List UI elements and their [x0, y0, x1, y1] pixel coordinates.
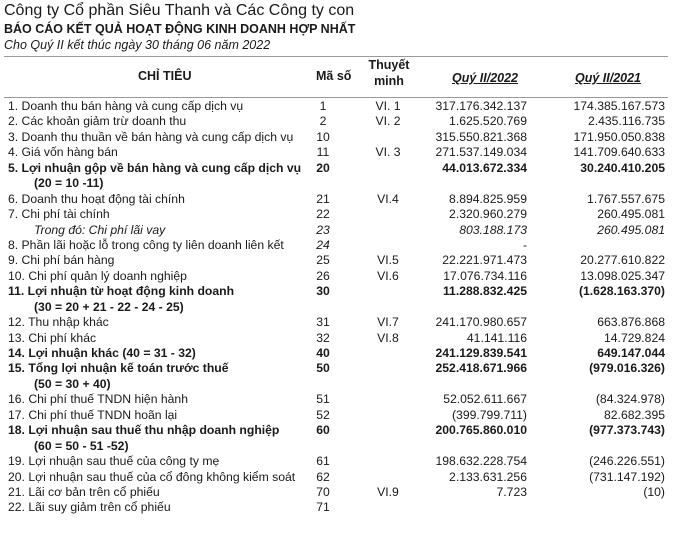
- report-period: Cho Quý II kết thúc ngày 30 tháng 06 năm 2022: [4, 38, 271, 52]
- row-label: 4. Giá vốn hàng bán: [8, 145, 118, 160]
- row-v21: 174.385.167.573: [573, 99, 665, 113]
- table-row: [0, 470, 680, 485]
- row-code: 25: [316, 253, 330, 268]
- row-v21: 82.682.395: [604, 407, 665, 422]
- row-v21: (84.324.978): [595, 392, 665, 407]
- table-row: [0, 439, 680, 454]
- row-v22: 7.723: [496, 484, 527, 499]
- row-v21: 13.098.025.347: [580, 268, 665, 283]
- header-note: [363, 57, 415, 89]
- row-label: 6. Doanh thu hoạt động tài chính: [8, 191, 185, 206]
- row-label: 10. Chi phí quản lý doanh nghiệp: [8, 268, 187, 283]
- table-row: [0, 377, 680, 392]
- row-label: 2. Các khoản giảm trừ doanh thu: [8, 114, 187, 129]
- row-code: 30: [316, 284, 330, 299]
- table-row: [0, 423, 680, 438]
- row-label: Trong đó: Chi phí lãi vay: [34, 222, 166, 237]
- row-label: 20. Lợi nhuận sau thuế của cổ đông không kiểm soát: [8, 469, 296, 484]
- table-row: [0, 315, 680, 330]
- row-v21: 260.495.081: [597, 207, 665, 222]
- table-row: [0, 300, 680, 315]
- table-row: [0, 408, 680, 423]
- table-row: [0, 485, 680, 500]
- table-row: [0, 99, 680, 114]
- row-v21: 20.277.610.822: [580, 253, 665, 268]
- row-label: 5. Lợi nhuận gộp về bán hàng và cung cấp dịch vụ: [8, 160, 302, 175]
- row-v22: 241.170.980.657: [435, 315, 527, 330]
- row-note: VI.8: [377, 330, 399, 345]
- row-code: 2: [319, 114, 327, 129]
- row-note: VI. 1: [375, 99, 401, 113]
- row-v22: 41.141.116: [466, 330, 527, 345]
- header-code: Mã số: [316, 69, 352, 83]
- header-bottom-divider: [4, 97, 668, 98]
- row-code: 52: [316, 407, 330, 422]
- row-label: (60 = 50 - 51 -52): [34, 438, 129, 453]
- table-row: [0, 207, 680, 222]
- row-v21: 2.435.116.735: [587, 114, 665, 129]
- row-label: 21. Lãi cơ bản trên cổ phiếu: [8, 484, 160, 499]
- row-label: (20 = 10 -11): [34, 176, 104, 191]
- row-v22: 317.176.342.137: [435, 99, 527, 113]
- row-label: 14. Lợi nhuận khác (40 = 31 - 32): [8, 346, 196, 360]
- row-v21: (979.016.326): [589, 361, 665, 376]
- table-body: [0, 99, 680, 516]
- row-v21: 663.876.868: [597, 315, 665, 330]
- company-name: Công ty Cổ phần Siêu Thanh và Các Công ty con: [4, 2, 355, 19]
- row-note: VI.9: [377, 484, 399, 499]
- row-label: 8. Phần lãi hoặc lỗ trong công ty liên doanh liên kết: [8, 237, 284, 252]
- row-code: 40: [316, 346, 330, 360]
- row-v21: 30.240.410.205: [580, 160, 665, 175]
- row-v21: 649.147.044: [597, 346, 665, 360]
- table-row: [0, 238, 680, 253]
- table-row: [0, 269, 680, 284]
- row-v22: 241.129.839.541: [435, 346, 527, 360]
- row-v21: (10): [643, 484, 665, 499]
- row-v21: (977.373.743): [589, 423, 665, 438]
- row-code: 10: [316, 129, 330, 144]
- row-code: 62: [316, 469, 330, 484]
- row-v21: 141.709.640.633: [573, 145, 665, 160]
- row-label: 15. Tổng lợi nhuận kế toán trước thuế: [8, 361, 229, 376]
- row-v21: 171.950.050.838: [573, 129, 665, 144]
- row-label: 12. Thu nhập khác: [8, 315, 109, 330]
- row-note: VI.6: [377, 268, 399, 283]
- row-code: 61: [316, 454, 330, 469]
- row-v22: 52.052.611.667: [443, 392, 527, 407]
- row-code: 50: [316, 361, 330, 376]
- row-v22: 198.632.228.754: [435, 454, 527, 469]
- row-label: 7. Chi phí tài chính: [8, 207, 110, 222]
- table-row: [0, 361, 680, 376]
- row-v22: 17.076.734.116: [443, 268, 527, 283]
- row-v21: 1.767.557.675: [587, 191, 665, 206]
- row-v22: 2.133.631.256: [449, 469, 527, 484]
- row-label: 17. Chi phí thuế TNDN hoãn lại: [8, 407, 178, 422]
- row-label: (50 = 30 + 40): [34, 376, 111, 391]
- report-title: BÁO CÁO KẾT QUẢ HOẠT ĐỘNG KINH DOANH HỢP NHẤT: [4, 22, 356, 36]
- row-v22: -: [522, 237, 527, 252]
- row-code: 23: [316, 222, 330, 237]
- header-item: CHỈ TIÊU: [138, 69, 192, 83]
- row-v22: 1.625.520.769: [449, 114, 527, 129]
- row-v21: 14.729.824: [604, 330, 665, 345]
- row-label: 16. Chi phí thuế TNDN hiện hành: [8, 392, 188, 407]
- row-code: 1: [319, 99, 327, 113]
- row-code: 21: [316, 191, 330, 206]
- header-note-line1: Thuyết: [368, 58, 410, 72]
- row-code: 31: [316, 315, 330, 330]
- table-row: [0, 223, 680, 238]
- table-header: [0, 57, 680, 98]
- row-v21: (246.226.551): [589, 454, 665, 469]
- row-label: 1. Doanh thu bán hàng và cung cấp dịch vụ: [8, 99, 244, 113]
- row-code: 24: [316, 237, 330, 252]
- table-row: [0, 192, 680, 207]
- row-label: (30 = 20 + 21 - 22 - 24 - 25): [34, 299, 184, 314]
- row-v22: (399.799.711): [452, 407, 527, 422]
- row-label: 22. Lãi suy giảm trên cổ phiếu: [8, 500, 171, 515]
- row-v22: 22.221.971.473: [442, 253, 527, 268]
- row-code: 20: [316, 160, 330, 175]
- row-note: VI.7: [377, 315, 399, 330]
- table-row: [0, 161, 680, 176]
- row-v22: 200.765.860.010: [435, 423, 527, 438]
- table-row: [0, 392, 680, 407]
- row-code: 60: [316, 423, 330, 438]
- row-label: 19. Lợi nhuận sau thuế của công ty mẹ: [8, 454, 220, 469]
- header-q2-2022: Quý II/2022: [452, 71, 519, 85]
- table-row: [0, 346, 680, 361]
- row-label: 3. Doanh thu thuần về bán hàng và cung cấp dịch vụ: [8, 129, 294, 144]
- row-note: VI. 3: [375, 145, 401, 160]
- row-note: VI.5: [377, 253, 399, 268]
- row-code: 32: [316, 330, 330, 345]
- row-v22: 8.894.825.959: [449, 191, 527, 206]
- row-v21: (731.147.192): [589, 469, 665, 484]
- table-row: [0, 176, 680, 191]
- row-v21: 260.495.081: [597, 222, 665, 237]
- table-row: [0, 253, 680, 268]
- row-v22: 315.550.821.368: [435, 129, 527, 144]
- row-v21: (1.628.163.370): [578, 284, 665, 299]
- header-q2-2021: Quý II/2021: [575, 71, 642, 85]
- table-row: [0, 454, 680, 469]
- row-v22: 252.418.671.966: [435, 361, 527, 376]
- table-row: [0, 331, 680, 346]
- row-code: 70: [316, 484, 330, 499]
- row-code: 71: [316, 500, 330, 515]
- row-v22: 2.320.960.279: [449, 207, 527, 222]
- row-label: 11. Lợi nhuận từ hoạt động kinh doanh: [8, 284, 235, 299]
- row-code: 51: [316, 392, 330, 407]
- row-note: VI. 2: [375, 114, 401, 129]
- table-row: [0, 130, 680, 145]
- table-row: [0, 114, 680, 129]
- row-v22: 271.537.149.034: [435, 145, 527, 160]
- row-label: 18. Lợi nhuận sau thuế thu nhập doanh nghiệp: [8, 423, 280, 438]
- row-code: 11: [316, 145, 330, 160]
- header-note-line2: minh: [374, 74, 404, 88]
- row-label: 9. Chi phí bán hàng: [8, 253, 115, 268]
- row-note: VI.4: [377, 191, 399, 206]
- row-v22: 44.013.672.334: [442, 160, 527, 175]
- table-row: [0, 145, 680, 160]
- row-code: 22: [316, 207, 330, 222]
- table-row: [0, 500, 680, 515]
- table-row: [0, 284, 680, 299]
- row-label: 13. Chi phí khác: [8, 330, 97, 345]
- row-v22: 11.288.832.425: [442, 284, 527, 299]
- row-v22: 803.188.173: [459, 222, 527, 237]
- row-code: 26: [316, 268, 330, 283]
